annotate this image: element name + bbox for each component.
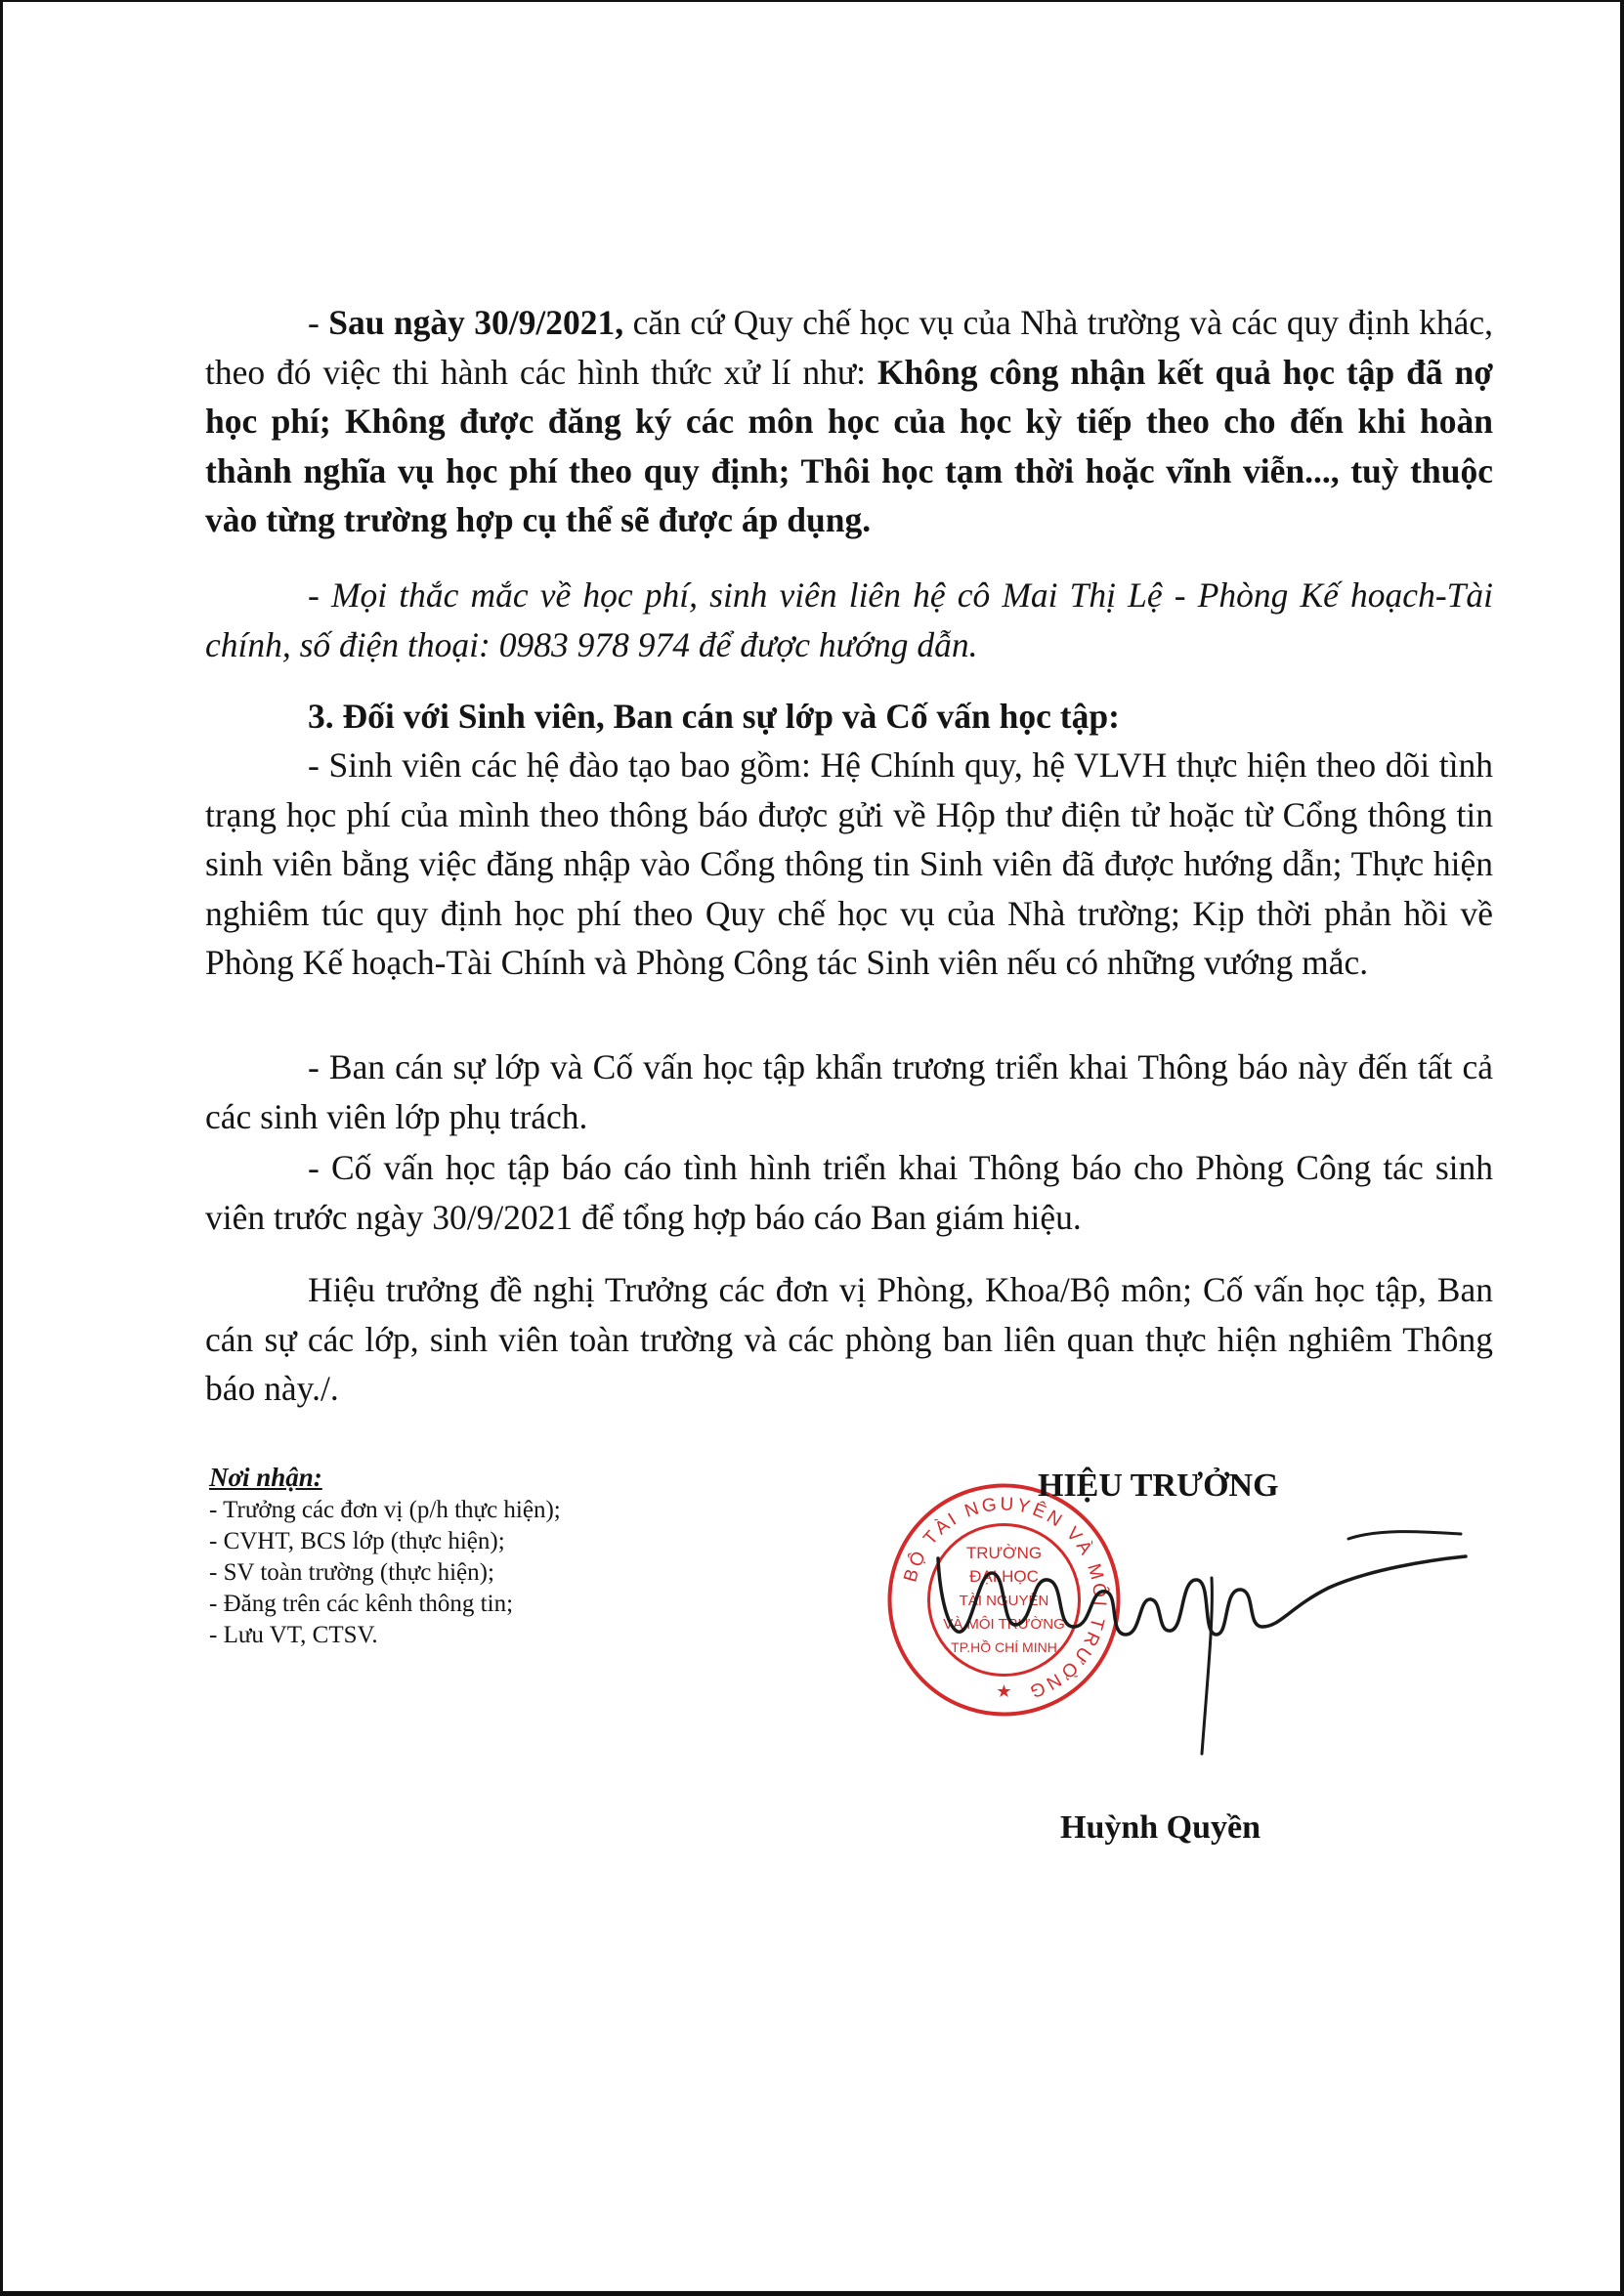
paragraph-deadline (205, 298, 1493, 545)
paragraph-contact: - Mọi thắc mắc về học phí, sinh viên liên hệ cô Mai Thị Lệ - Phòng Kế hoạch-Tài chính, số điện thoại: 0983 978 974 để được hướng dẫn. (205, 575, 1493, 664)
recipient-item: - SV toàn trường (thực hiện); (209, 1559, 494, 1586)
stamp-line: VÀ MÔI TRƯỜNG (943, 1616, 1065, 1633)
deadline-lead: - (308, 303, 329, 342)
recipient-item: - Trưởng các đơn vị (p/h thực hiện); (209, 1497, 561, 1523)
stamp-star-icon: ★ (996, 1681, 1012, 1701)
stamp-line: TRƯỜNG (965, 1544, 1043, 1562)
signer-name: Huỳnh Quyền (1060, 1809, 1261, 1846)
stamp-line: ĐẠI HỌC (969, 1567, 1039, 1586)
signer-title: HIỆU TRƯỞNG (1038, 1467, 1279, 1504)
stamp-line: TÀI NGUYÊN (959, 1593, 1049, 1609)
section-3-item-students: - Sinh viên các hệ đào tạo bao gồm: Hệ Chính quy, hệ VLVH thực hiện theo dõi tình trạng học phí của mình theo thông báo được gửi về Hộp thư điện tử hoặc từ Cổng thông tin sinh viên bằng việc đăng nhập vào Cổng thông tin Sinh viên đã được hướng dẫn; Thực hiện nghiêm túc quy định học phí theo Quy chế học vụ của Nhà trường; Kịp thời phản hồi về Phòng Kế hoạch-Tài Chính và Phòng Công tác Sinh viên nếu có những vướng mắc. (205, 745, 1493, 982)
section-3-heading: 3. Đối với Sinh viên, Ban cán sự lớp và Cố vấn học tập: (308, 697, 1120, 736)
deadline-text: căn cứ Quy chế học vụ của Nhà trường và các quy định khác, theo đó việc thi hành các hình thức xử lí như: (205, 303, 1493, 392)
stamp-line: TP.HỒ CHÍ MINH (951, 1639, 1057, 1655)
closing-paragraph: Hiệu trưởng đề nghị Trưởng các đơn vị Phòng, Khoa/Bộ môn; Cố vấn học tập, Ban cán sự các lớp, sinh viên toàn trường và các phòng ban liên quan thực hiện nghiêm Thông báo này./. (205, 1270, 1493, 1408)
section-3-item-class-officers: - Ban cán sự lớp và Cố vấn học tập khẩn trương triển khai Thông báo này đến tất cả các sinh viên lớp phụ trách. (205, 1047, 1493, 1136)
recipients-heading: Nơi nhận: (209, 1463, 322, 1492)
recipients-block (209, 1462, 561, 1651)
recipient-item: - CVHT, BCS lớp (thực hiện); (209, 1528, 505, 1554)
section-3-item-advisors: - Cố vấn học tập báo cáo tình hình triển khai Thông báo cho Phòng Công tác sinh viên trước ngày 30/9/2021 để tổng hợp báo cáo Ban giám hiệu. (205, 1148, 1493, 1237)
recipient-item: - Đăng trên các kênh thông tin; (209, 1591, 514, 1617)
deadline-date: Sau ngày 30/9/2021, (328, 303, 624, 342)
recipient-item: - Lưu VT, CTSV. (209, 1622, 378, 1648)
stamp-ring-text: BỘ TÀI NGUYÊN VÀ MÔI TRƯỜNG (900, 1494, 1110, 1703)
deadline-sanctions: Không công nhận kết quả học tập đã nợ học phí; Không được đăng ký các môn học của học kỳ tiếp theo cho đến khi hoàn thành nghĩa vụ học phí theo quy định; Thôi học tạm thời hoặc vĩnh viễn..., tuỳ thuộc vào từng trường hợp cụ thể sẽ được áp dụng. (205, 352, 1493, 539)
handwritten-signature (919, 1519, 1495, 1764)
